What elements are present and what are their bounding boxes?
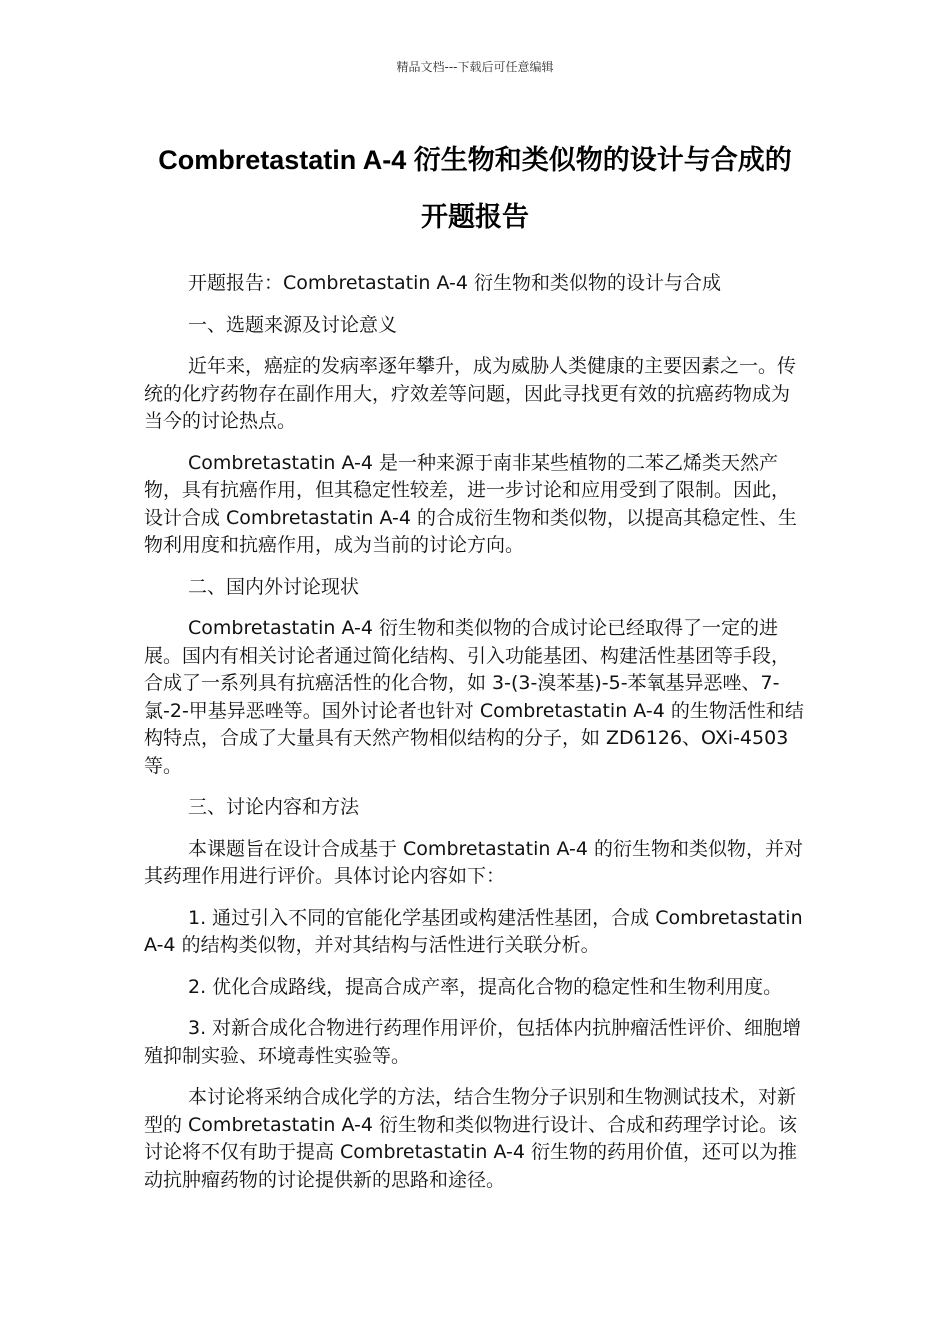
paragraph: Combretastatin A-4 是一种来源于南非某些植物的二苯乙烯类天然产物，具有抗癌作用，但其稳定性较差，进一步讨论和应用受到了限制。因此，设计合成 Combretastatin A-4 的合成衍生物和类似物，以提高其稳定性、生物利用度和抗癌作用，成为当前的讨论方向。 — [144, 451, 798, 556]
section-heading-2: 二、国内外讨论现状 — [188, 575, 360, 598]
section-heading-1: 一、选题来源及讨论意义 — [188, 313, 398, 336]
paragraph: 近年来，癌症的发病率逐年攀升，成为威胁人类健康的主要因素之一。传统的化疗药物存在副作用大，疗效差等问题，因此寻找更有效的抗癌药物成为当今的讨论热点。 — [144, 355, 797, 432]
page-header-watermark: 精品文档---下载后可任意编辑 — [396, 60, 554, 74]
document-title — [120, 132, 830, 246]
document-body — [144, 270, 804, 1208]
list-item: 2. 优化合成路线，提高合成产率，提高化合物的稳定性和生物利用度。 — [188, 975, 783, 998]
paragraph: 本讨论将采纳合成化学的方法，结合生物分子识别和生物测试技术，对新型的 Combretastatin A-4 衍生物和类似物进行设计、合成和药理学讨论。该讨论将不仅有助于提高 Combretastatin A-4 衍生物的药用价值，还可以为推动抗肿瘤药物的讨论提供新的思路和途径。 — [144, 1086, 798, 1191]
paragraph-report-heading: 开题报告：Combretastatin A-4 衍生物和类似物的设计与合成 — [188, 272, 722, 294]
section-heading-3: 三、讨论内容和方法 — [188, 796, 360, 818]
title-line-1: Combretastatin A-4 衍生物和类似物的设计与合成的 — [158, 145, 792, 175]
list-item: 1. 通过引入不同的官能化学基团或构建活性基团，合成 Combretastatin A-4 的结构类似物，并对其结构与活性进行关联分析。 — [144, 906, 803, 956]
paragraph: Combretastatin A-4 衍生物和类似物的合成讨论已经取得了一定的进展。国内有相关讨论者通过简化结构、引入功能基团、构建活性基团等手段，合成了一系列具有抗癌活性的化合物，如 3-(3-溴苯基)-5-苯氧基异恶唑、7-氯-2-甲基异恶唑等。国外讨论者也针对 Combretastatin A-4 的生物活性和结构特点，合成了大量具有天然产物相似结构的分子，如 ZD6126、OXi-4503 等。 — [144, 617, 804, 777]
title-line-2: 开题报告 — [421, 202, 529, 232]
paragraph: 本课题旨在设计合成基于 Combretastatin A-4 的衍生物和类似物，并对其药理作用进行评价。具体讨论内容如下： — [144, 837, 804, 887]
list-item: 3. 对新合成化合物进行药理作用评价，包括体内抗肿瘤活性评价、细胞增殖抑制实验、环境毒性实验等。 — [144, 1017, 802, 1067]
